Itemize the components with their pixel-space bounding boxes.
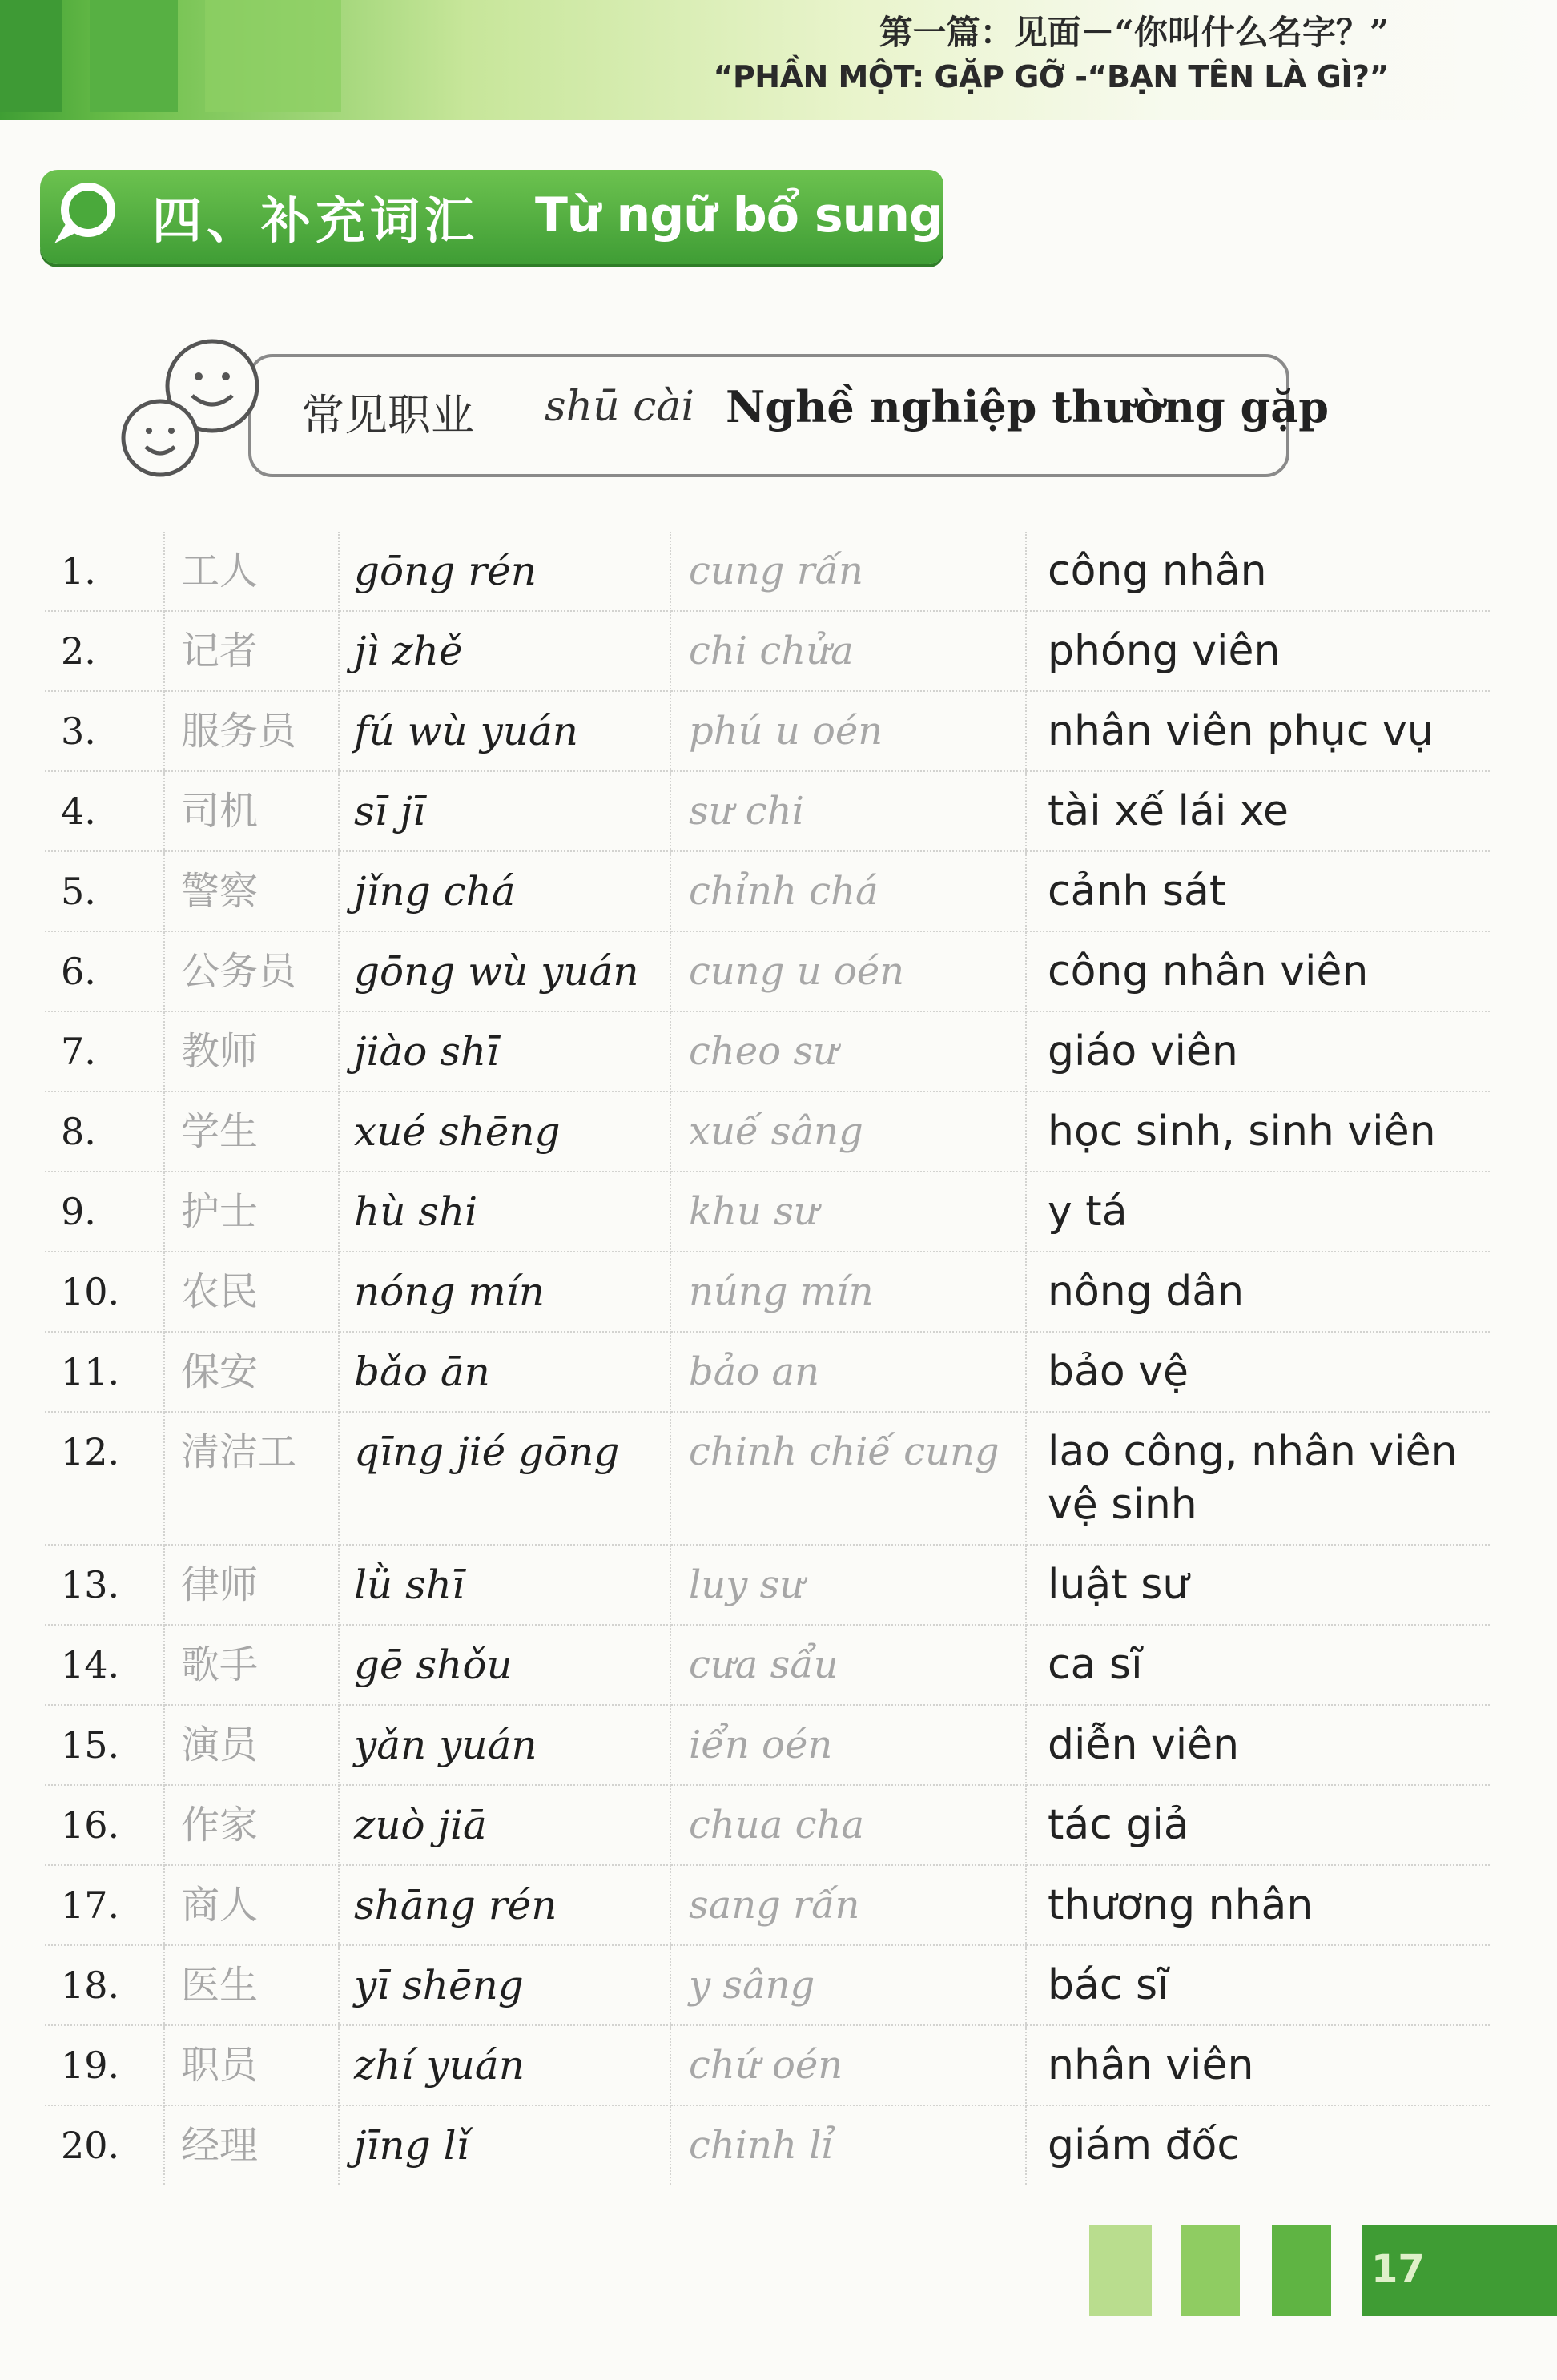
table-row [45,691,1490,771]
vocab-hanzi: 清洁工 [164,1412,339,1545]
vocab-meaning: giám đốc [1048,2121,1240,2169]
vocab-number: 19. [45,2025,164,2105]
vocab-phonetic: chinh chiế cung [670,1412,1026,1545]
vocab-meaning: ca sĩ [1026,1625,1490,1705]
footer-block [1272,2225,1331,2316]
footer-block [1089,2225,1152,2316]
smiley-faces-icon [112,330,272,490]
vocab-phonetic: phú u oén [670,691,1026,771]
vocab-pinyin: sī jī [339,771,670,851]
subtitle-chinese: 常见职业 [301,390,474,440]
running-head [713,10,1389,98]
vocab-phonetic: núng mín [670,1252,1026,1332]
vocab-number: 20. [45,2105,164,2185]
vocab-meaning: phóng viên [1026,611,1490,691]
vocab-meaning: lao công, nhân viên vệ sinh [1026,1412,1490,1545]
vocab-pinyin: fú wù yuán [339,691,670,771]
vocab-number: 15. [45,1705,164,1785]
section-title-chinese: 四、补充词汇 [152,191,480,250]
vocab-pinyin: gē shǒu [339,1625,670,1705]
vocab-pinyin: gōng rén [339,532,670,611]
vocab-meaning: thương nhân [1026,1865,1490,1945]
vocab-pinyin: bǎo ān [339,1332,670,1412]
vocab-hanzi: 保安 [164,1332,339,1412]
section-title-vietnamese: Từ ngữ bổ sung [535,187,943,243]
vocab-meaning: nhân viên [1026,2025,1490,2105]
vocab-number: 6. [45,931,164,1011]
vocab-meaning: nhân viên phục vụ [1026,691,1490,771]
vocab-pinyin: jīng lǐ [339,2105,670,2185]
vocab-meaning: tài xế lái xe [1026,771,1490,851]
subtitle-pinyin: shū cài [545,383,694,431]
vocab-pinyin: yī shēng [339,1945,670,2025]
vocab-phonetic: cưa sẩu [670,1625,1026,1705]
table-row [45,1172,1490,1252]
vocab-meaning: tác giả [1026,1785,1490,1865]
vocab-meaning: học sinh, sinh viên [1026,1092,1490,1172]
vocab-hanzi: 演员 [164,1705,339,1785]
vocab-meaning: y tá [1026,1172,1490,1252]
vocab-number: 4. [45,771,164,851]
vocab-phonetic: chi chửa [670,611,1026,691]
page-number: 17 [1371,2247,1425,2292]
vocab-hanzi: 律师 [164,1545,339,1625]
vocab-number: 7. [45,1011,164,1092]
vocab-phonetic: cheo sư [670,1011,1026,1092]
table-row [45,1545,1490,1625]
vocab-hanzi: 职员 [164,2025,339,2105]
table-row [45,532,1490,611]
vocab-phonetic: cung rấn [670,532,1026,611]
vocab-hanzi: 经理 [164,2105,339,2185]
vocab-number: 17. [45,1865,164,1945]
vocabulary-table [45,532,1490,2185]
vocab-meaning: luật sư [1026,1545,1490,1625]
vocab-pinyin: jiào shī [339,1011,670,1092]
table-row [45,1785,1490,1865]
vocab-phonetic: chua cha [670,1785,1026,1865]
vocab-hanzi: 警察 [164,851,339,931]
vocab-pinyin: zhí yuán [339,2025,670,2105]
vocab-hanzi: 学生 [164,1092,339,1172]
vocab-hanzi: 作家 [164,1785,339,1865]
table-row [45,931,1490,1011]
vocab-phonetic: luy sư [670,1545,1026,1625]
vocab-number: 9. [45,1172,164,1252]
vocab-number: 16. [45,1785,164,1865]
vocab-pinyin: shāng rén [339,1865,670,1945]
vocab-phonetic: chỉnh chá [670,851,1026,931]
vocab-meaning: công nhân viên [1026,931,1490,1011]
vocab-meaning: nông dân [1026,1252,1490,1332]
table-row [45,1625,1490,1705]
vocab-meaning: cảnh sát [1026,851,1490,931]
vocab-meaning: diễn viên [1026,1705,1490,1785]
vocab-phonetic: xuế sâng [670,1092,1026,1172]
vocab-pinyin: nóng mín [339,1252,670,1332]
vocab-pinyin: xué shēng [339,1092,670,1172]
vocab-meaning: giáo viên [1026,1011,1490,1092]
vocab-number: 13. [45,1545,164,1625]
vocab-number: 3. [45,691,164,771]
vocab-hanzi: 记者 [164,611,339,691]
vocab-pinyin: lǜ shī [339,1545,670,1625]
header-block [205,0,341,112]
vocab-phonetic: y sâng [670,1945,1026,2025]
speech-bubble-icon [48,175,125,251]
vocab-hanzi: 商人 [164,1865,339,1945]
vocab-phonetic: sư chi [670,771,1026,851]
vocab-number: 1. [45,532,164,611]
vocab-phonetic: bảo an [670,1332,1026,1412]
vocab-number: 18. [45,1945,164,2025]
table-row [45,1945,1490,2025]
vocab-phonetic: chứ oén [670,2025,1026,2105]
table-row [45,611,1490,691]
table-row [45,1865,1490,1945]
vocab-hanzi: 教师 [164,1011,339,1092]
vocab-hanzi: 公务员 [164,931,339,1011]
vocab-number: 5. [45,851,164,931]
header-block [0,0,62,112]
vocab-phonetic: iển oén [670,1705,1026,1785]
table-row [45,2105,1490,2185]
vocab-phonetic: chinh lỉ [670,2105,1026,2185]
vocab-number: 8. [45,1092,164,1172]
header-block [90,0,178,112]
vocab-pinyin: gōng wù yuán [339,931,670,1011]
footer-block [1181,2225,1240,2316]
vocab-pinyin: qīng jié gōng [339,1412,670,1545]
vocab-pinyin: hù shi [339,1172,670,1252]
vocab-number: 2. [45,611,164,691]
vocab-pinyin: yǎn yuán [339,1705,670,1785]
table-row [45,1705,1490,1785]
subtitle-vietnamese: Nghề nghiệp thường gặp [726,381,1330,432]
vocab-hanzi: 农民 [164,1252,339,1332]
table-row [45,1011,1490,1092]
vocab-meaning: công nhân [1026,532,1490,611]
table-row [45,2025,1490,2105]
table-row [45,851,1490,931]
vocab-number: 14. [45,1625,164,1705]
vocab-phonetic: khu sư [670,1172,1026,1252]
vocab-number: 10. [45,1252,164,1332]
vocab-number: 12. [45,1412,164,1545]
vocab-hanzi: 医生 [164,1945,339,2025]
table-row [45,771,1490,851]
table-row [45,1332,1490,1412]
vocab-hanzi: 工人 [164,532,339,611]
vocab-meaning: bảo vệ [1026,1332,1490,1412]
vocab-pinyin: jǐng chá [339,851,670,931]
vocab-meaning: bác sĩ [1026,1945,1490,2025]
running-head-chinese: 第一篇：见面－“你叫什么名字？” [879,13,1389,52]
vocab-hanzi: 歌手 [164,1625,339,1705]
table-row [45,1092,1490,1172]
table-row [45,1252,1490,1332]
vocab-phonetic: sang rấn [670,1865,1026,1945]
vocab-hanzi: 司机 [164,771,339,851]
vocab-hanzi: 护士 [164,1172,339,1252]
table-row [45,1412,1490,1545]
vocab-number: 11. [45,1332,164,1412]
running-head-vietnamese: “PHẦN MỘT: GẶP GỠ -“BẠN TÊN LÀ GÌ?” [713,59,1389,94]
vocab-pinyin: zuò jiā [339,1785,670,1865]
vocab-hanzi: 服务员 [164,691,339,771]
vocab-phonetic: cung u oén [670,931,1026,1011]
vocab-pinyin: jì zhě [339,611,670,691]
